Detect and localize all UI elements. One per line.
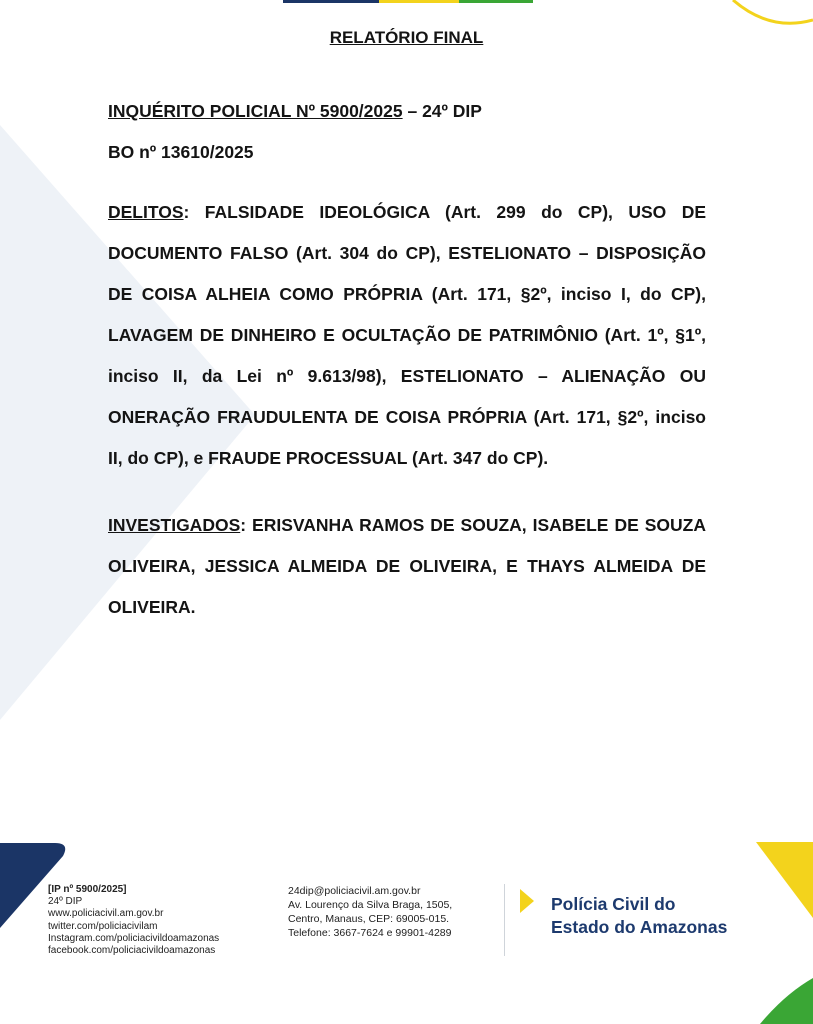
footer-phone: Telefone: 3667-7624 e 99901-4289: [288, 927, 452, 939]
footer-website-link[interactable]: www.policiacivil.am.gov.br: [48, 908, 164, 920]
footer-email-link[interactable]: 24dip@policiacivil.am.gov.br: [288, 885, 421, 897]
top-right-arc: [733, 0, 813, 23]
investigados-text: : ERISVANHA RAMOS DE SOUZA, ISABELE DE SOUZA OLIVEIRA, JESSICA ALMEIDA DE OLIVEIRA, E THAYS ALMEIDA DE OLIVEIRA.: [108, 515, 706, 617]
investigados-label: INVESTIGADOS: [108, 515, 241, 535]
footer-address-block: [288, 884, 452, 940]
footer-facebook-link[interactable]: facebook.com/policiacivildoamazonas: [48, 945, 216, 957]
inquerito-unit: – 24º DIP: [402, 101, 482, 121]
bottom-right-green-shape: [760, 978, 813, 1024]
brand-name-line1: Polícia Civil do: [551, 894, 676, 914]
footer-instagram-link[interactable]: Instagram.com/policiacivildoamazonas: [48, 932, 220, 944]
brand-name-line2: Estado do Amazonas: [551, 917, 728, 937]
bottom-right-yellow-shape: [756, 842, 813, 918]
footer-unit: 24º DIP: [48, 896, 83, 908]
inquerito-line: [108, 98, 706, 125]
top-bar-yellow: [379, 0, 459, 3]
footer-twitter-link[interactable]: twitter.com/policiacivilam: [48, 920, 158, 932]
footer-ip-code: [IP nº 5900/2025]: [48, 884, 127, 895]
document-body: [108, 98, 706, 628]
inquerito-number: INQUÉRITO POLICIAL Nº 5900/2025: [108, 101, 403, 121]
bo-number: BO nº 13610/2025: [108, 142, 254, 162]
document-title: RELATÓRIO FINAL: [329, 28, 484, 47]
delitos-text: : FALSIDADE IDEOLÓGICA (Art. 299 do CP), USO DE DOCUMENTO FALSO (Art. 304 do CP), ESTELIONATO – DISPOSIÇÃO DE COISA ALHEIA COMO PRÓPRIA (Art. 171, §2º, inciso I, do CP), LAVAGEM DE DINHEIRO E OCULTAÇÃO DE PATRIMÔNIO (Art. 1º, §1º, inciso II, da Lei nº 9.613/98), ESTELIONATO – ALIENAÇÃO OU ONERAÇÃO FRAUDULENTA DE COISA PRÓPRIA (Art. 171, §2º, inciso II, do CP), e FRAUDE PROCESSUAL (Art. 347 do CP).: [108, 202, 706, 468]
top-bar-green: [459, 0, 533, 3]
footer-contact-block: [48, 884, 219, 957]
investigados-paragraph: [108, 505, 706, 628]
brand-logo-icon: [520, 889, 534, 913]
footer-address-line2: Centro, Manaus, CEP: 69005-015.: [288, 913, 450, 925]
top-bar-navy: [283, 0, 379, 3]
footer-address-line1: Av. Lourenço da Silva Braga, 1505,: [288, 899, 453, 911]
delitos-label: DELITOS: [108, 202, 184, 222]
delitos-paragraph: [108, 192, 706, 479]
footer-divider: [504, 884, 505, 956]
brand-name: [551, 893, 727, 939]
